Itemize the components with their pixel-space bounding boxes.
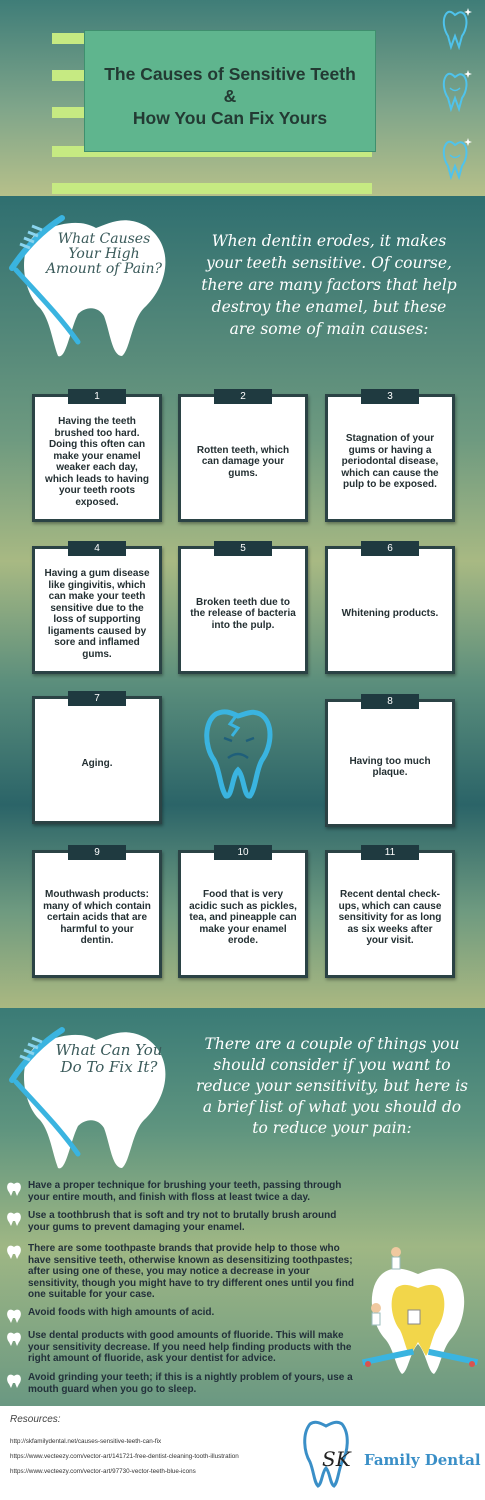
tooth-bullet-icon — [6, 1244, 22, 1259]
tip-item — [6, 1180, 358, 1203]
resources-label: Resources: — [10, 1414, 61, 1425]
cause-text: Having too much plaque. — [349, 755, 431, 778]
cause-number: 9 — [68, 845, 126, 860]
logo-family-dental: Family Dental — [364, 1451, 481, 1469]
tooth-bullet-icon — [6, 1181, 22, 1196]
cause-text: Broken teeth due to the release of bacteria into the pulp. — [190, 596, 296, 631]
tip-item — [6, 1372, 358, 1395]
resource-link[interactable]: https://www.vecteezy.com/vector-art/141721-free-dentist-cleaning-tooth-illustration — [10, 1453, 239, 1460]
title-box — [84, 30, 376, 152]
tip-text: Use a toothbrush that is soft and try not to brutally brush around your gums to prevent damaging your enamel. — [28, 1210, 337, 1233]
causes-section — [0, 196, 485, 1008]
cause-card — [32, 543, 162, 674]
cause-card — [325, 847, 455, 978]
cause-text: Mouthwash products: many of which contain certain acids that are harmful to your dentin. — [43, 889, 151, 947]
cause-text: Whitening products. — [341, 608, 439, 620]
tooth-bullet-icon — [6, 1373, 22, 1388]
page-title-ampersand: & — [223, 86, 237, 106]
cause-text: Having the teeth brushed too hard. Doing this often can make your enamel weaker each day, which leads to having your teeth roots exposed. — [45, 416, 149, 508]
cause-card — [178, 847, 308, 978]
resource-link[interactable]: https://www.vecteezy.com/vector-art/97730-vector-teeth-blue-icons — [10, 1468, 196, 1475]
cause-number: 2 — [214, 389, 272, 404]
sad-tooth-icon — [200, 704, 278, 800]
cause-card — [325, 391, 455, 522]
tip-item — [6, 1307, 358, 1323]
cause-number: 5 — [214, 541, 272, 556]
cause-card — [32, 847, 162, 978]
fixes-intro: There are a couple of things you should consider if you want to reduce your sensitivity, but here is a brief list of what you should do to reduce your pain: — [196, 1035, 469, 1137]
tip-item — [6, 1210, 358, 1233]
cause-number: 10 — [214, 845, 272, 860]
cause-card — [325, 696, 455, 827]
cause-text: Aging. — [81, 758, 113, 770]
cause-text: Food that is very acidic such as pickles, tea, and pineapple can make your enamel erode. — [189, 889, 297, 947]
cause-card — [178, 391, 308, 522]
causes-intro: When dentin erodes, it makes your teeth sensitive. Of course, there are many factors that help destroy the enamel, but these are some of main causes: — [201, 232, 457, 338]
cause-number: 4 — [68, 541, 126, 556]
cause-text: Rotten teeth, which can damage your gums. — [196, 444, 290, 479]
cause-text: Stagnation of your gums or having a periodontal disease, which can cause the pulp to be exposed. — [341, 433, 439, 491]
page-title-line1: The Causes of Sensitive Teeth — [104, 64, 356, 84]
cause-card — [178, 543, 308, 674]
cause-text: Recent dental check-ups, which can cause sensitivity for as long as six weeks after your visit. — [338, 889, 442, 947]
cause-card — [32, 693, 162, 824]
cause-card — [325, 543, 455, 674]
logo-sk: SK — [322, 1447, 351, 1471]
tip-text: Have a proper technique for brushing your teeth, passing through your entire mouth, and finish with floss at least twice a day. — [28, 1180, 342, 1203]
cause-number: 3 — [361, 389, 419, 404]
fixes-question: What Can You Do To Fix It? — [55, 1041, 163, 1076]
tip-item — [6, 1243, 358, 1301]
header-banner — [0, 0, 485, 196]
tip-text: Avoid grinding your teeth; if this is a nightly problem of yours, use a mouth guard when you go to sleep. — [28, 1372, 353, 1395]
tooth-smile-icon — [440, 68, 474, 112]
dentist-cleaning-tooth-illustration — [362, 1244, 480, 1376]
tooth-sparkle-icon — [440, 6, 474, 50]
tooth-bullet-icon — [6, 1211, 22, 1226]
tip-text: Avoid foods with high amounts of acid. — [28, 1307, 215, 1318]
resource-link[interactable]: http://skfamilydental.net/causes-sensitive-teeth-can-fix — [10, 1438, 162, 1445]
tip-item — [6, 1330, 358, 1365]
cause-text: Having a gum disease like gingivitis, which can make your teeth sensitive due to the loss of supporting ligaments caused by sore and inflamed gums. — [44, 568, 150, 660]
decor-stripe — [52, 183, 372, 194]
cause-number: 11 — [361, 845, 419, 860]
causes-question: What Causes Your High Amount of Pain? — [45, 231, 163, 277]
cause-number: 7 — [68, 691, 126, 706]
cause-number: 6 — [361, 541, 419, 556]
cause-number: 8 — [361, 694, 419, 709]
tooth-bullet-icon — [6, 1331, 22, 1346]
fixes-section — [0, 1008, 485, 1406]
cause-number: 1 — [68, 389, 126, 404]
tip-text: There are some toothpaste brands that provide help to those who have sensitive teeth, otherwise known as desensitizing toothpastes; after using one of these, you may notice a decrease in your sensitivity, though you might have to try different ones until you find one suitable for your case. — [28, 1243, 354, 1300]
cause-card — [32, 391, 162, 522]
tip-text: Use dental products with good amounts of fluoride. This will make your sensitivity decrease. If you need help finding products with the right amount of fluoride, ask your dentist for advice. — [28, 1330, 352, 1364]
page-title-line2: How You Can Fix Yours — [132, 108, 328, 128]
footer — [0, 1406, 485, 1500]
tooth-happy-icon — [440, 136, 474, 180]
tooth-bullet-icon — [6, 1308, 22, 1323]
